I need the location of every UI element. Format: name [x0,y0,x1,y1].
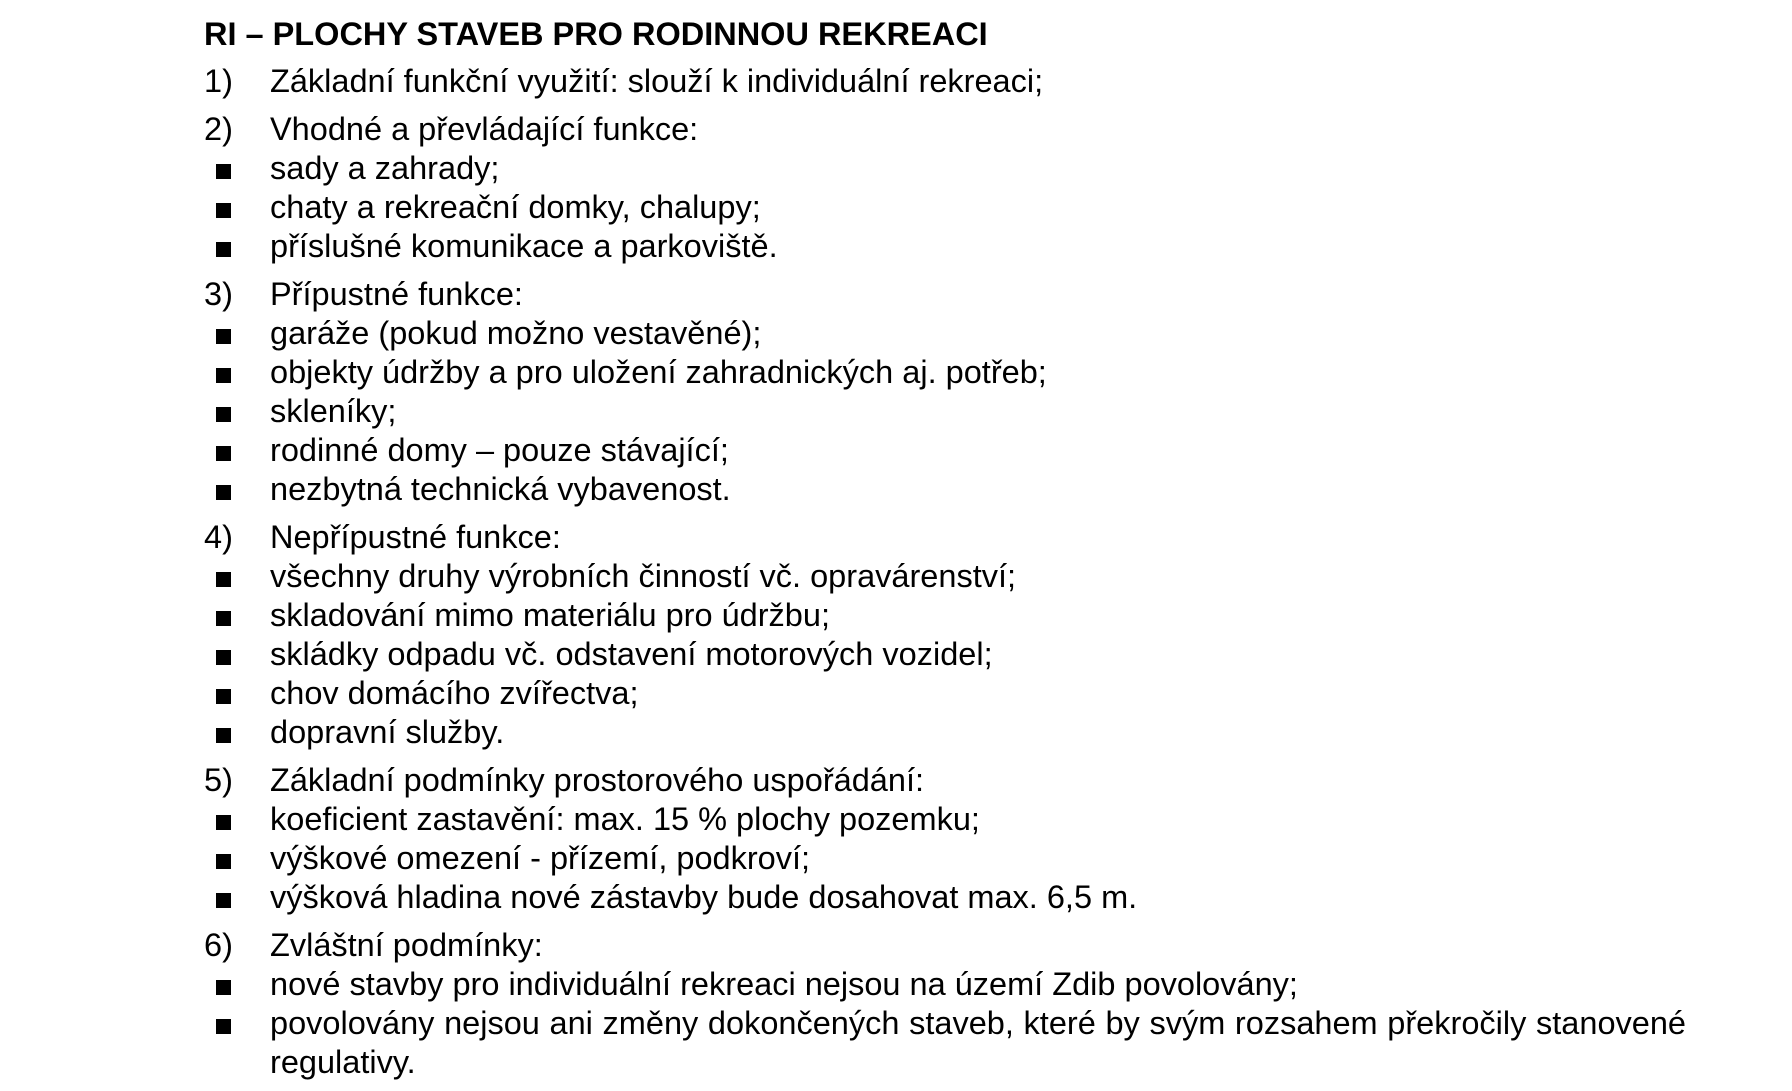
section-2 [204,110,1686,266]
list-item-text: nezbytná technická vybavenost. [270,471,731,507]
list-item-text: nové stavby pro individuální rekreaci nejsou na území Zdib povolovány; [270,966,1298,1002]
list-item [204,1004,1686,1082]
bullet-square-icon [204,470,270,509]
list-item [204,227,1686,266]
bullet-square-icon [204,353,270,392]
bullet-square-icon [204,674,270,713]
bullet-square-icon [204,149,270,188]
bullet-square-icon [204,965,270,1004]
document [204,14,1686,1091]
bullet-square-icon [204,557,270,596]
list-item [204,674,1686,713]
bullet-square-icon [204,227,270,266]
list-item-text: všechny druhy výrobních činností vč. opravárenství; [270,558,1017,594]
list-item-text: skladování mimo materiálu pro údržbu; [270,597,830,633]
section-heading: Nepřípustné funkce: [270,519,561,555]
list-item [204,635,1686,674]
list-item-text: sady a zahrady; [270,150,500,186]
list-item [204,353,1686,392]
list-item-text: dopravní služby. [270,714,505,750]
section-heading: Přípustné funkce: [270,276,523,312]
bullet-square-icon [204,314,270,353]
section-heading: Vhodné a převládající funkce: [270,111,699,147]
bullet-square-icon [204,392,270,431]
list-item [204,878,1686,917]
list-item [204,596,1686,635]
section-number: 4) [204,519,233,555]
document-title: RI – PLOCHY STAVEB PRO RODINNOU REKREACI [204,16,988,52]
section-3 [204,275,1686,509]
list-item-text: výšková hladina nové zástavby bude dosahovat max. 6,5 m. [270,879,1138,915]
list-item [204,839,1686,878]
list-item-text: povolovány nejsou ani změny dokončených staveb, které by svým rozsahem překročily stanovené regulativy. [270,1005,1686,1080]
section-number: 2) [204,111,233,147]
list-item [204,557,1686,596]
bullet-square-icon [204,1004,270,1043]
section-heading-row [204,275,1686,314]
bullet-square-icon [204,713,270,752]
section-number: 6) [204,927,233,963]
bullet-square-icon [204,635,270,674]
list-item [204,800,1686,839]
section-5 [204,761,1686,917]
list-item-text: koeficient zastavění: max. 15 % plochy pozemku; [270,801,980,837]
list-item [204,392,1686,431]
section-heading: Zvláštní podmínky: [270,927,543,963]
list-item [204,149,1686,188]
section-6 [204,926,1686,1082]
section-1 [204,62,1686,101]
section-heading: Základní podmínky prostorového uspořádání: [270,762,924,798]
list-item-text: výškové omezení - přízemí, podkroví; [270,840,811,876]
list-item [204,188,1686,227]
bullet-square-icon [204,431,270,470]
bullet-square-icon [204,839,270,878]
list-item-text: rodinné domy – pouze stávající; [270,432,729,468]
list-item [204,470,1686,509]
list-item [204,965,1686,1004]
bullet-square-icon [204,596,270,635]
list-item-text: chaty a rekreační domky, chalupy; [270,189,761,225]
section-heading-row [204,110,1686,149]
list-item [204,314,1686,353]
section-number: 3) [204,276,233,312]
section-4 [204,518,1686,752]
list-item-text: garáže (pokud možno vestavěné); [270,315,762,351]
section-number: 1) [204,63,233,99]
bullet-square-icon [204,878,270,917]
section-heading: Základní funkční využití: slouží k individuální rekreaci; [270,63,1044,99]
section-heading-row [204,761,1686,800]
list-item [204,713,1686,752]
bullet-square-icon [204,188,270,227]
list-item [204,431,1686,470]
list-item-text: skládky odpadu vč. odstavení motorových vozidel; [270,636,993,672]
bullet-square-icon [204,800,270,839]
section-heading-row [204,518,1686,557]
section-heading-row [204,926,1686,965]
section-heading-row [204,62,1686,101]
list-item-text: objekty údržby a pro uložení zahradnických aj. potřeb; [270,354,1047,390]
list-item-text: skleníky; [270,393,397,429]
list-item-text: příslušné komunikace a parkoviště. [270,228,778,264]
list-item-text: chov domácího zvířectva; [270,675,639,711]
section-number: 5) [204,762,233,798]
